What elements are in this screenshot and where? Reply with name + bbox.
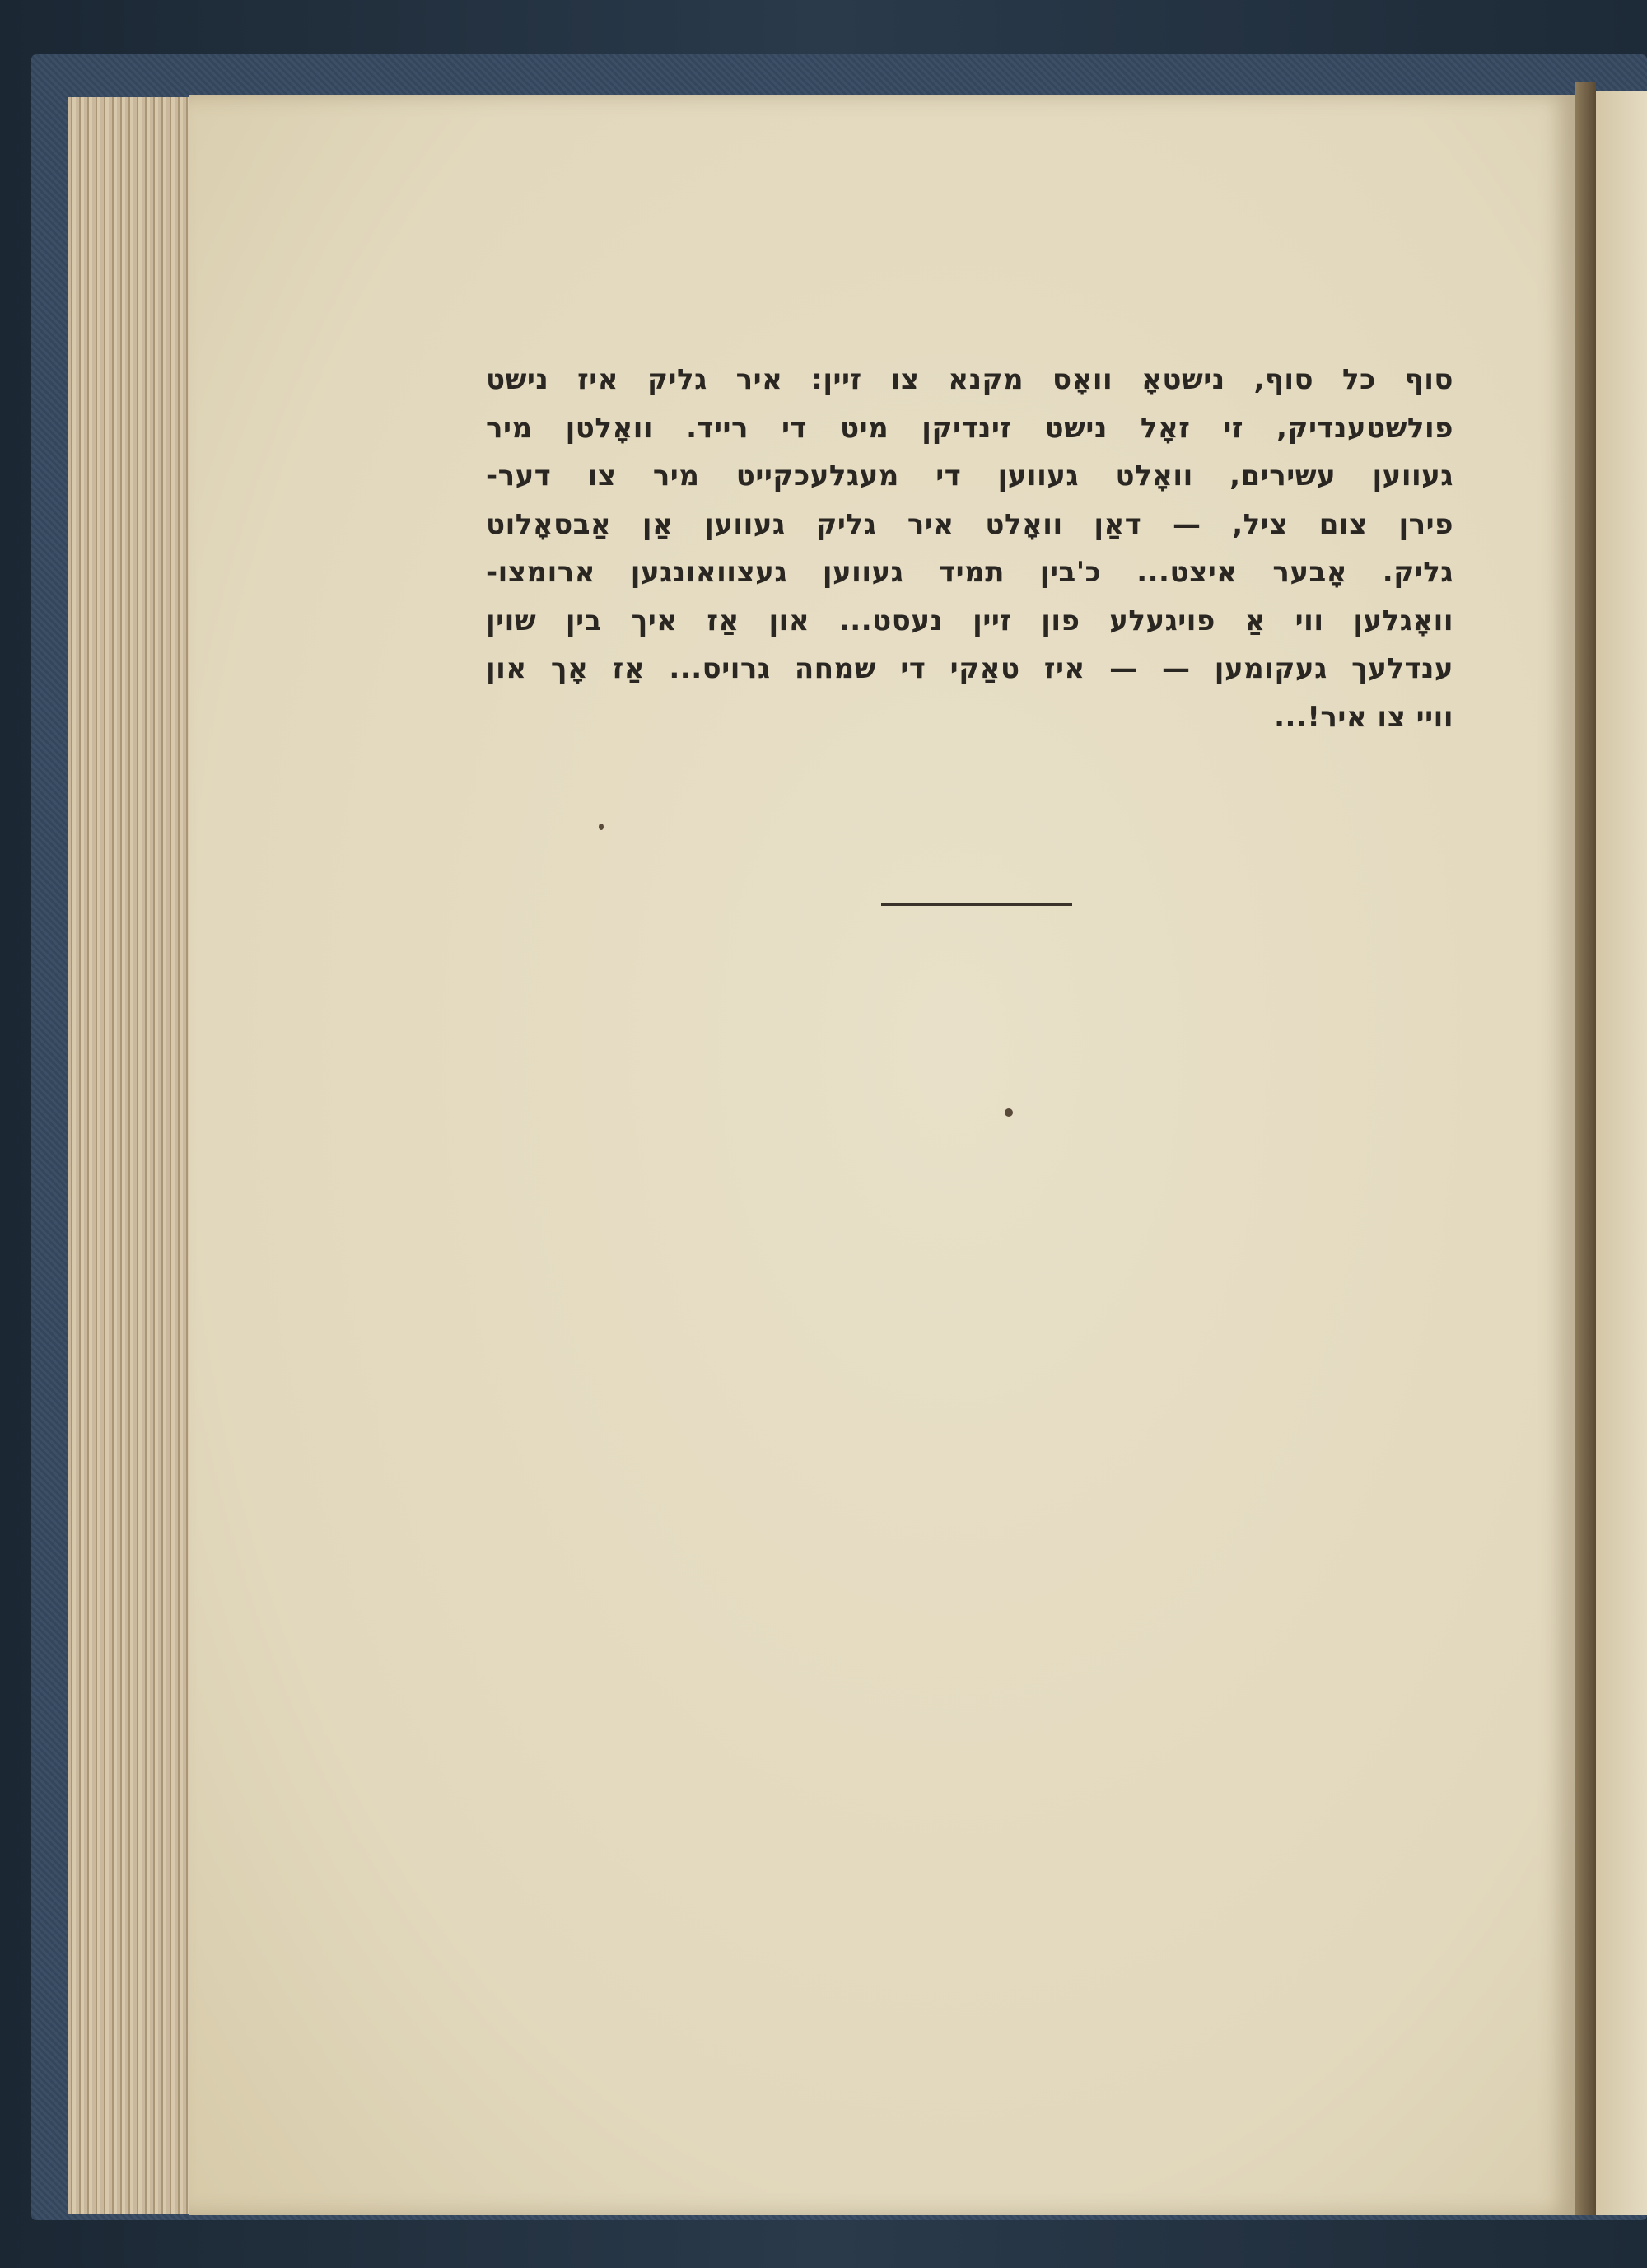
text-line: געווען עשירים, וואָלט געווען די מעגלעכקייט מיר צו דער- xyxy=(486,460,1453,492)
text-line: פולשטענדיק, זי זאָל נישט זינדיקן מיט די רייד. וואָלטן מיר xyxy=(486,411,1453,445)
text-line: וואָגלען ווי אַ פויגעלע פון זיין נעסט... און אַז איך בין שוין xyxy=(486,604,1453,637)
paper-speck xyxy=(599,824,604,830)
end-rule xyxy=(881,903,1072,906)
paper-speck xyxy=(1005,1108,1013,1117)
facing-page-edge xyxy=(1596,91,1647,2215)
text-line: סוף כל סוף, נישטאָ וואָס מקנא צו זיין: איר גליק איז נישט xyxy=(486,363,1453,396)
book-gutter xyxy=(1575,82,1596,2215)
page-edges xyxy=(68,97,193,2214)
text-line: פירן צום ציל, — דאַן וואָלט איר גליק געווען אַן אַבסאָלוט xyxy=(486,507,1453,541)
text-line: גליק. אָבער איצט... כ'בין תמיד געווען געצוואונגען ארומצו- xyxy=(486,556,1453,589)
text-line: וויי צו איר!... xyxy=(1274,700,1453,734)
text-line: ענדלעך געקומען — — איז טאַקי די שמחה גרויס... אַז אָך און xyxy=(486,652,1453,685)
body-text xyxy=(486,356,1453,741)
